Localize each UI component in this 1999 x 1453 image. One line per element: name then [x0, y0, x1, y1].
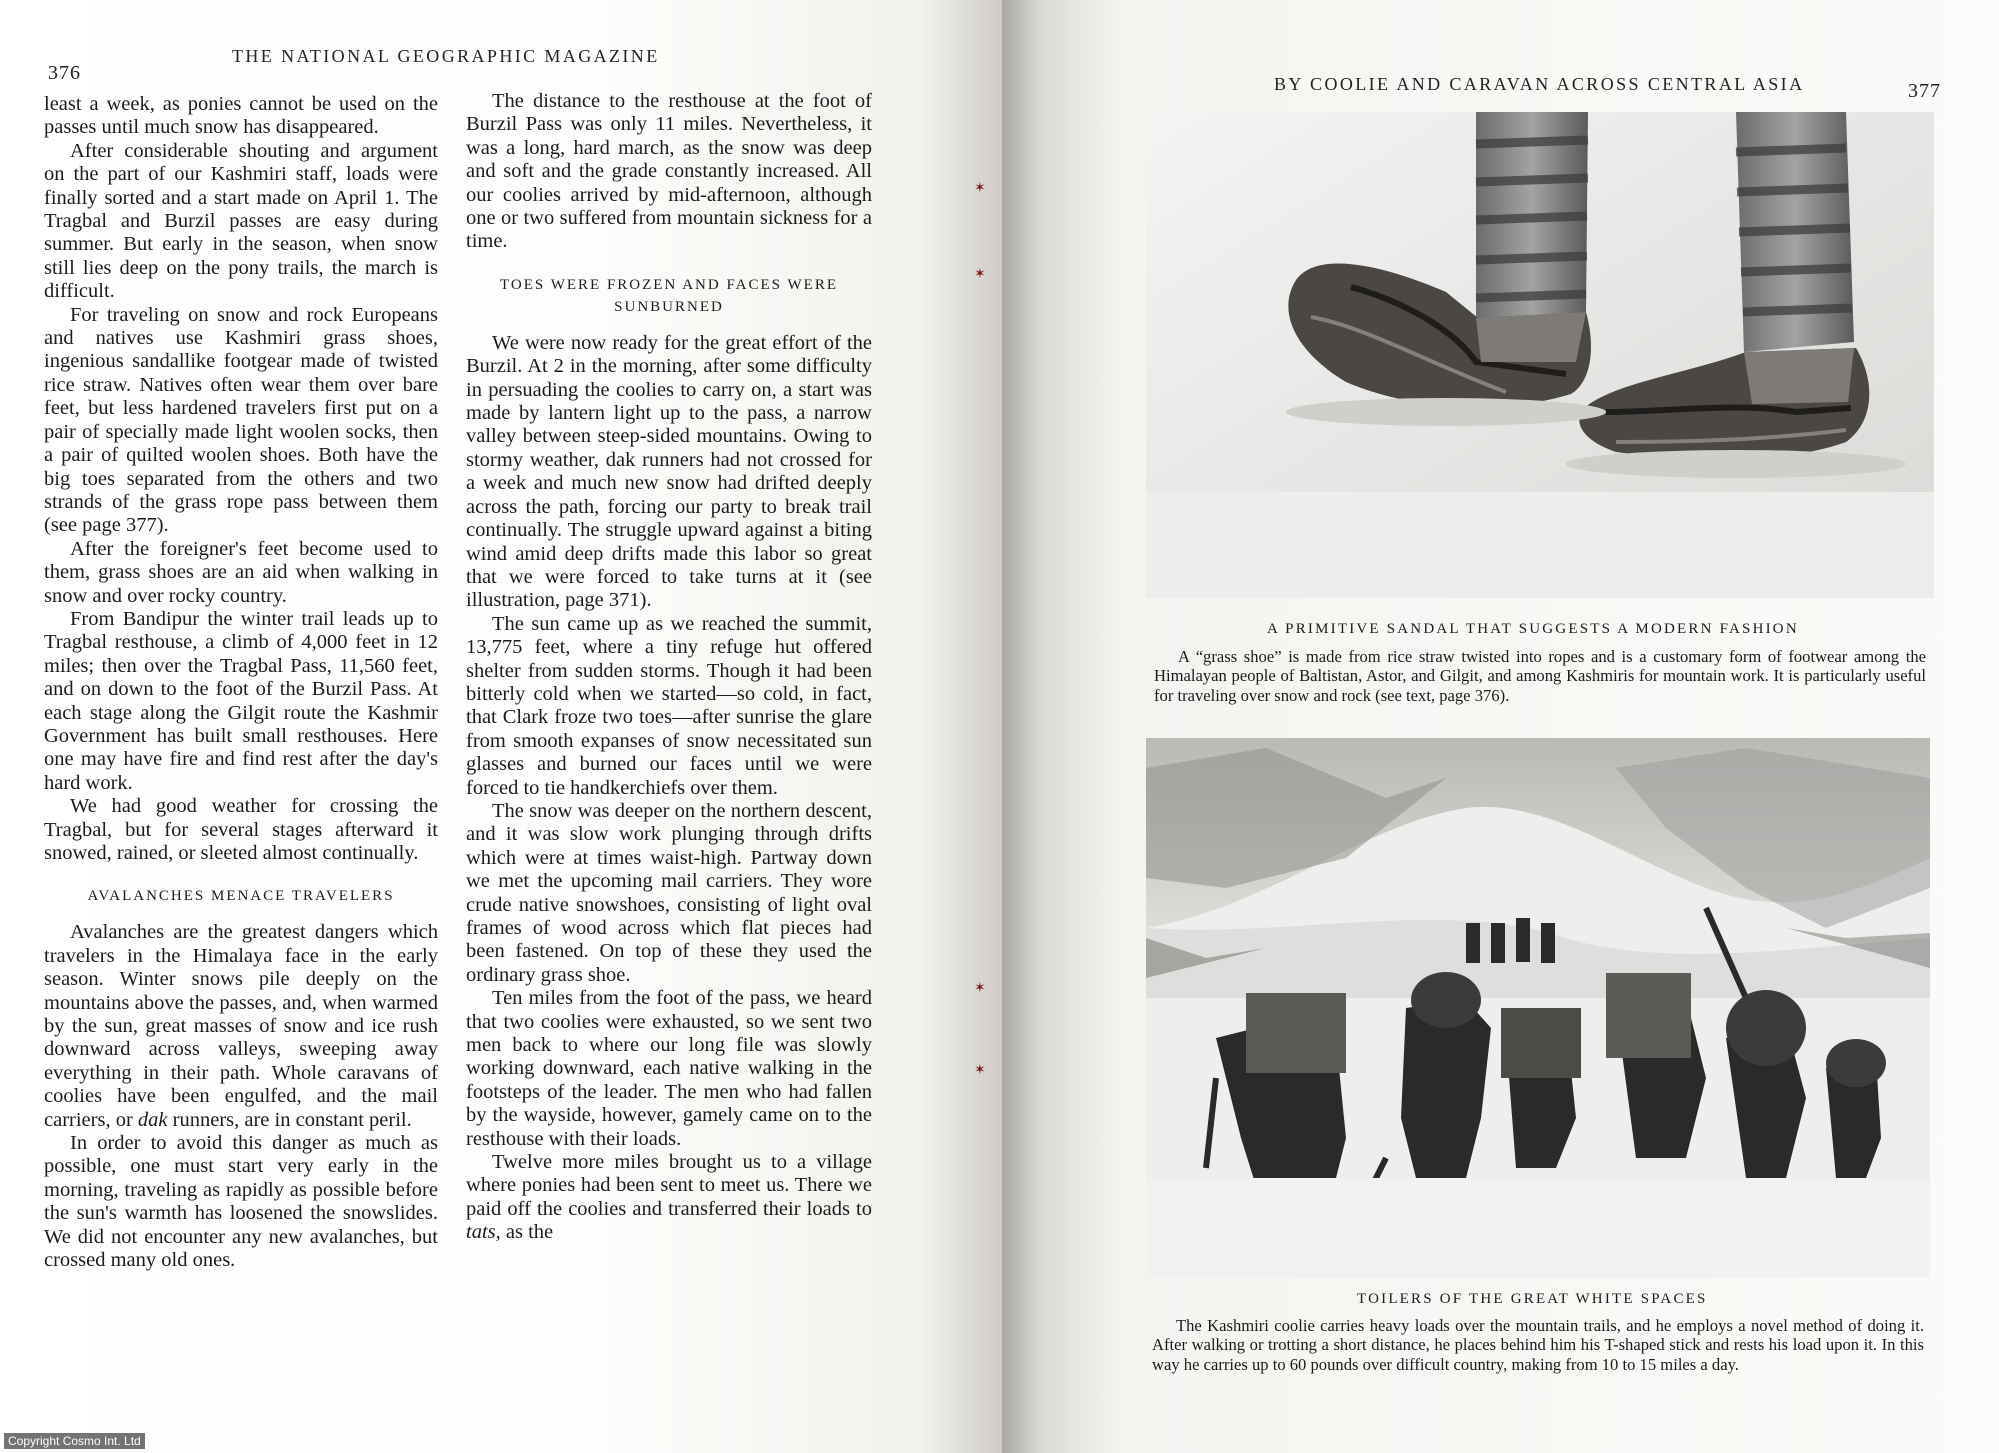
- paragraph: Ten miles from the foot of the pass, we heard that two coolies were exhausted, so we sent two men back to where our long file was slowly working downward, each native walking in the footsteps of the leader. The men who had fallen by the wayside, however, gamely came on to the resthouse with their loads.: [466, 987, 872, 1150]
- paragraph: The sun came up as we reached the summit, 13,775 feet, where a tiny refuge hut offered shelter from sudden storms. Though it had been bitterly cold when we started—so cold, in fact, that Clark froze two toes—after sunrise the glare from smooth expanses of snow necessitated sun glasses and burned our faces until we were forced to tie handkerchiefs over them.: [466, 612, 872, 799]
- photo-caption-title: TOILERS OF THE GREAT WHITE SPACES: [1357, 1291, 1708, 1307]
- binding-stitch: ✶: [974, 181, 986, 196]
- paragraph: After considerable shouting and argument on the part of our Kashmiri staff, loads were finally sorted and a start made on April 1. The Tragbal and Burzil passes are easy during summer. But early in the season, when snow still lies deep on the pony trails, the march is difficult.: [44, 139, 438, 303]
- text-column-2: [466, 90, 872, 1410]
- photo-caption-text: The Kashmiri coolie carries heavy loads over the mountain trails, and he employs a novel method of doing it. After walking or trotting a short distance, he places behind him his T-shaped stick and rests his load upon it. In this way he carries up to 60 pounds over difficult country, making from 10 to 15 miles a day.: [1152, 1316, 1924, 1374]
- paragraph: Avalanches are the greatest dangers which travelers in the Himalaya face in the early season. Winter snows pile deeply on the mountains above the passes, and, when warmed by the sun, great masses of snow and ice rush downward across valleys, sweeping away everything in their path. Whole caravans of coolies have been engulfed, and the mail carriers, or dak runners, are in constant peril.: [44, 921, 438, 1131]
- running-head-left: THE NATIONAL GEOGRAPHIC MAGAZINE: [232, 46, 660, 66]
- section-heading: AVALANCHES MENACE TRAVELERS: [87, 888, 395, 905]
- paragraph: Twelve more miles brought us to a village where ponies had been sent to meet us. There we paid off the coolies and transferred their loads to tats, as the: [466, 1151, 872, 1244]
- photo-caption-text: A “grass shoe” is made from rice straw twisted into ropes and is a customary form of footwear among the Himalayan people of Baltistan, Astor, and Gilgit, and among Kashmiris for mountain work. It is particularly useful for traveling over snow and rock (see text, page 376).: [1154, 647, 1926, 705]
- binding-stitch: ✶: [974, 981, 986, 996]
- page-number-left: 376: [48, 62, 81, 84]
- binding-stitch: ✶: [974, 267, 986, 282]
- section-heading: TOES WERE FROZEN AND FACES WERE SUNBURNED: [500, 276, 838, 315]
- grass-shoe-photo: [1146, 112, 1934, 598]
- paragraph: We had good weather for crossing the Tragbal, but for several stages afterward it snowed, rained, or sleeted almost continually.: [44, 795, 438, 864]
- paragraph: We were now ready for the great effort of the Burzil. At 2 in the morning, after some difficulty in persuading the coolies to carry on, a start was made by lantern light up to the pass, a narrow valley between steep-sided mountains. Owing to stormy weather, dak runners had not crossed for a week and much new snow had drifted deeply across the path, forcing our party to break trail continually. The struggle upward against a biting wind amid deep drifts made this labor so great that we were forced to take turns at it (see illustration, page 371).: [466, 331, 872, 612]
- paragraph: For traveling on snow and rock Europeans and natives use Kashmiri grass shoes, ingenious sandallike footgear made of twisted rice straw. Natives often wear them over bare feet, but less hardened travelers first put on a pair of specially made light woolen socks, then a pair of quilted woolen shoes. Both have the big toes separated from the others and two strands of the grass rope pass between them (see page 377).: [44, 303, 438, 537]
- coolies-photo: [1146, 738, 1930, 1278]
- photo-caption-title: A PRIMITIVE SANDAL THAT SUGGESTS A MODERN FASHION: [1267, 621, 1799, 637]
- text-column-1: [44, 93, 438, 1393]
- paragraph: The snow was deeper on the northern descent, and it was slow work plunging through drifts which were at times waist-high. Partway down we met the upcoming mail carriers. They wore crude native snowshoes, consisting of light oval frames of wood across which flat pieces had been fastened. On top of these they used the ordinary grass shoe.: [466, 799, 872, 986]
- running-head-right: BY COOLIE AND CARAVAN ACROSS CENTRAL ASIA: [1274, 74, 1805, 94]
- paragraph: In order to avoid this danger as much as possible, one must start very early in the morning, traveling as rapidly as possible before the sun's warmth has loosened the snowslides. We did not encounter any new avalanches, but crossed many old ones.: [44, 1132, 438, 1272]
- paragraph: The distance to the resthouse at the foot of Burzil Pass was only 11 miles. Nevertheless, it was a long, hard march, as the snow was deep and soft and the grade constantly increased. All our coolies arrived by mid-afternoon, although one or two suffered from mountain sickness for a time.: [466, 90, 872, 253]
- page-number-right: 377: [1908, 80, 1941, 102]
- copyright-watermark: Copyright Cosmo Int. Ltd: [4, 1433, 145, 1449]
- right-page: [974, 0, 1999, 1453]
- binding-stitch: ✶: [974, 1063, 986, 1078]
- paragraph: After the foreigner's feet become used to them, grass shoes are an aid when walking in snow and over rocky country.: [44, 537, 438, 607]
- paragraph: From Bandipur the winter trail leads up to Tragbal resthouse, a climb of 4,000 feet in 12 miles; then over the Tragbal Pass, 11,560 feet, and on down to the foot of the Burzil Pass. At each stage along the Gilgit route the Kashmir Government has built small resthouses. Here one may have fire and find rest after the day's hard work.: [44, 607, 438, 794]
- paragraph: least a week, as ponies cannot be used on the passes until much snow has disappeared.: [44, 93, 438, 139]
